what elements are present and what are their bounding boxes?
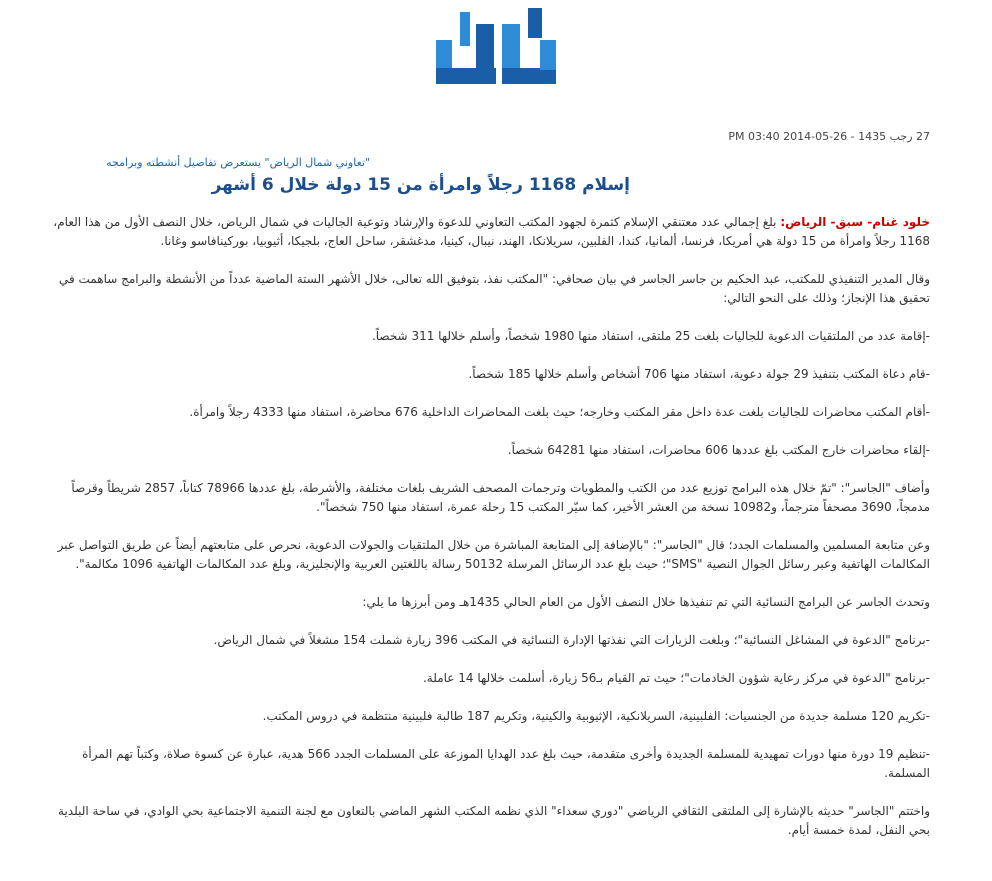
- article-paragraph: -برنامج "الدعوة في المشاغل النسائية"؛ وبلغت الزيارات التي نفذتها الإدارة النسائية في المكتب 396 زيارة شملت 154 مشغلاً في شمال الرياض.: [213, 633, 930, 647]
- article-kicker: "تعاوني شمال الرياض" يستعرض تفاصيل أنشطته وبرامجه: [106, 156, 370, 169]
- logo-mark-icon: [432, 6, 560, 88]
- article-paragraph: -تنظيم 19 دورة منها دورات تمهيدية للمسلمة الجديدة وأخرى متقدمة، حيث بلغ عدد الهدايا الموزعة على المسلمات الجدد 566 هدية، عبارة عن كسوة صلاة، وكتباً تهم المرأة المسلمة.: [82, 747, 930, 780]
- article-title: إسلام 1168 رجلاً وامرأة من 15 دولة خلال 6 أشهر: [211, 175, 630, 195]
- article-paragraph: -أقام المكتب محاضرات للجاليات بلغت عدة داخل مقر المكتب وخارجه؛ حيث بلغت المحاضرات الداخلية 676 محاضرة، استفاد منها 4333 رجلاً وامرأة.: [189, 405, 930, 419]
- article-paragraph: -برنامج "الدعوة في مركز رعاية شؤون الخادمات"؛ حيث تم القيام بـ56 زيارة، أسلمت خلالها 14 عاملة.: [422, 671, 930, 685]
- site-logo[interactable]: [432, 6, 560, 88]
- article-paragraph: وعن متابعة المسلمين والمسلمات الجدد؛ قال "الجاسر": "بالإضافة إلى المتابعة المباشرة من خلال الملتقيات والجولات الدعوية، نحرص على متابعتهم أيضاً عن طريق التواصل عبر المكالمات الهاتفية وعبر رسائل الجوال النصية "SMS"؛ حيث بلغ عدد الرسائل المرسلة 50132 رسالة باللغتين العربية والإنجليزية، وبلغ عدد المكالمات الهاتفية 1096 مكالمة".: [57, 538, 930, 571]
- article: [40, 156, 930, 859]
- article-paragraph: -إلقاء محاضرات خارج المكتب بلغ عددها 606 محاضرات، استفاد منها 64281 شخصاً.: [507, 443, 930, 457]
- article-paragraph: وتحدث الجاسر عن البرامج النسائية التي تم تنفيذها خلال النصف الأول من العام الحالي 1435هـ ومن أبرزها ما يلي:: [362, 595, 930, 609]
- article-paragraph: -إقامة عدد من الملتقيات الدعوية للجاليات بلغت 25 ملتقى، استفاد منها 1980 شخصاً، وأسلم خلالها 311 شخصاً.: [371, 329, 930, 343]
- article-byline: خلود غنام- سبق- الرياض:: [780, 215, 930, 229]
- article-paragraph: -قام دعاة المكتب بتنفيذ 29 جولة دعوية، استفاد منها 706 أشخاص وأسلم خلالها 185 شخصاً.: [468, 367, 930, 381]
- article-paragraph-lead: [40, 213, 930, 251]
- article-paragraph: واختتم "الجاسر" حديثه بالإشارة إلى الملتقى الثقافي الرياضي "دوري سعداء" الذي نظمه المكتب الشهر الماضي بالتعاون مع لجنة التنمية الاجتماعية بحي الوادي، في ساحة البلدية بحي النفل، لمدة خمسة أيام.: [58, 804, 930, 837]
- article-paragraph-text: بلغ إجمالي عدد معتنقي الإسلام كثمرة لجهود المكتب التعاوني للدعوة والإرشاد وتوعية الجاليات في شمال الرياض، خلال النصف الأول من هذا العام، 1168 رجلاً وامرأة من 15 دولة هي أمريكا، فرنسا، ألمانيا، كندا، الفلبين، سريلانكا، الهند، نيبال، كينيا، مدغشقر، ساحل العاج، بلجيكا، أثيوبيا، بوركينافاسو وغانا.: [53, 215, 930, 248]
- article-paragraph: وقال المدير التنفيذي للمكتب، عبد الحكيم بن جاسر الجاسر في بيان صحافي: "المكتب نفذ، بتوفيق الله تعالى، خلال الأشهر الستة الماضية عدداً من الأنشطة والبرامج ساهمت في تحقيق هذا الإنجاز؛ وذلك على النحو التالي:: [58, 272, 930, 305]
- article-paragraph: وأضاف "الجاسر": "تمّ خلال هذه البرامج توزيع عدد من الكتب والمطويات وترجمات المصحف الشريف بلغات مختلفة، والأشرطة، بلغ عددها 78966 كتاباً، 2857 شريطاً وقرصاً مدمجاً، 3690 مصحفاً مترجماً، و10982 نسخة من العشر الأخير، كما سيّر المكتب 15 رحلة عمرة، استفاد منها 750 شخصاً".: [71, 481, 930, 514]
- article-paragraph: -تكريم 120 مسلمة جديدة من الجنسيات: الفلبينية، السريلانكية، الإثيوبية والكينية، وتكريم 187 طالبة فلبينية منتظمة في دروس المكتب.: [262, 709, 930, 723]
- article-body: [40, 213, 930, 840]
- article-date: 27 رجب 1435 - 26-05-2014 03:40 PM: [728, 130, 930, 143]
